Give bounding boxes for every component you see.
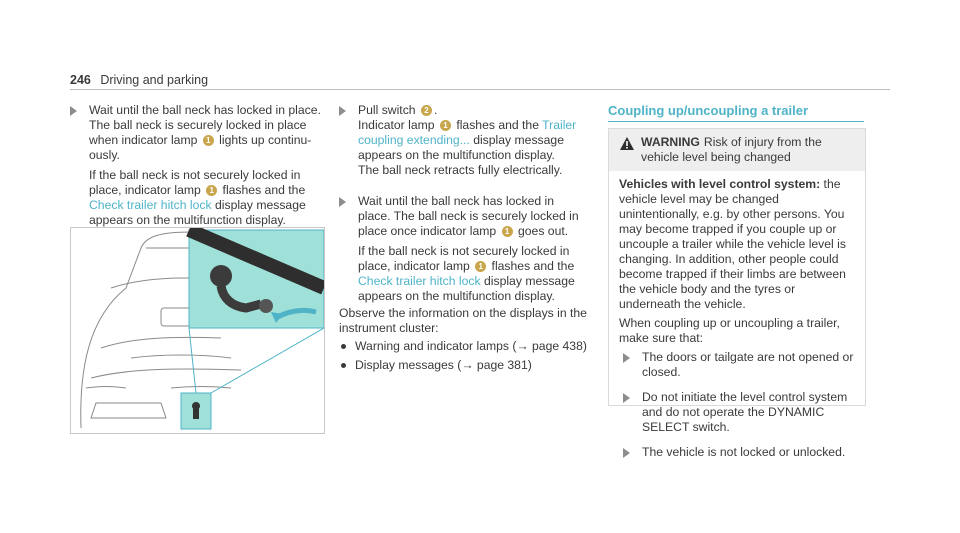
page-header: [70, 73, 208, 88]
section-heading: Coupling up/uncoupling a trailer: [608, 103, 809, 118]
bullet-icon: [341, 344, 346, 349]
warning-step: [623, 350, 857, 380]
step-arrow-icon: [623, 393, 630, 403]
indicator-lamp-marker: 1: [203, 135, 214, 146]
warning-label: WARNING: [641, 135, 700, 149]
step-text: If the ball neck is not securely locked in place, indicator lamp 1 flashes and the Check trailer hitch lock display message appears on the multifunction display.: [89, 168, 306, 227]
instruction-step: [339, 194, 587, 304]
step-arrow-icon: [339, 197, 346, 207]
car-rear-drawing: [71, 228, 324, 433]
indicator-lamp-marker: 1: [502, 226, 513, 237]
display-message-link[interactable]: Check trailer hitch lock: [89, 198, 212, 212]
warning-header: [609, 129, 865, 171]
step-text: The vehicle is not locked or unlocked.: [642, 445, 846, 459]
warning-paragraph: Vehicles with level control system: the vehicle level may be changed unintentionally, e.g. by other persons. You may become trapped if you couple up or uncouple a trailer while the vehicle level is changing. In addition, other people could become trapped if their limbs are between the vehicle body and the tyres or underneath the vehicle.: [619, 177, 846, 311]
step-arrow-icon: [339, 106, 346, 116]
warning-text: Risk of injury from the vehicle level being changed: [641, 135, 822, 164]
step-text: Indicator lamp 1 flashes and the Trailer coupling extending... display message appears on the multifunction display.: [358, 118, 577, 162]
header-divider: [70, 89, 890, 90]
section-title: Driving and parking: [100, 73, 209, 87]
instruction-step: [70, 103, 323, 228]
warning-body: [609, 171, 865, 476]
warning-step: [623, 390, 857, 435]
list-item[interactable]: Display messages (→ page 381): [339, 358, 587, 373]
reference-list: [339, 339, 587, 373]
display-message-link[interactable]: Trailer coupling extending...: [358, 118, 577, 147]
middle-column: [339, 103, 587, 377]
step-text: Do not initiate the level control system and do not operate the DYNAMIC SELECT switch.: [642, 390, 848, 434]
step-text: Wait until the ball neck has locked in place. The ball neck is securely locked in place when indicator lamp 1 lights up continuously.: [89, 103, 321, 162]
step-text: Pull switch 2 .: [358, 103, 438, 117]
warning-step: [623, 445, 857, 460]
step-text: The ball neck retracts fully electrically.: [358, 163, 563, 177]
instruction-step: [339, 103, 587, 178]
left-column: [70, 103, 323, 244]
step-text: Wait until the ball neck has locked in place. The ball neck is securely locked in place once indicator lamp 1 goes out.: [358, 194, 579, 238]
step-text: The doors or tailgate are not opened or closed.: [642, 350, 854, 379]
indicator-lamp-marker: 1: [206, 185, 217, 196]
display-message-link[interactable]: Check trailer hitch lock: [358, 274, 481, 288]
page-number: 246: [70, 73, 91, 87]
step-text: If the ball neck is not securely locked in place, indicator lamp 1 flashes and the Check trailer hitch lock display message appears on the multifunction display.: [358, 244, 575, 303]
step-arrow-icon: [623, 448, 630, 458]
observe-note: Observe the information on the displays in the instrument cluster:: [339, 306, 587, 335]
indicator-lamp-marker: 1: [440, 120, 451, 131]
vehicle-rear-illustration: [70, 227, 325, 434]
step-arrow-icon: [623, 353, 630, 363]
indicator-lamp-marker: 1: [475, 261, 486, 272]
switch-marker: 2: [421, 105, 432, 116]
bullet-icon: [341, 363, 346, 368]
warning-box: [608, 128, 866, 459]
section-heading-rule: [608, 121, 864, 122]
step-arrow-icon: [70, 106, 77, 116]
list-item[interactable]: Warning and indicator lamps (→ page 438): [339, 339, 587, 354]
warning-paragraph: When coupling up or uncoupling a trailer, make sure that:: [619, 316, 840, 345]
warning-triangle-icon: [620, 137, 634, 150]
